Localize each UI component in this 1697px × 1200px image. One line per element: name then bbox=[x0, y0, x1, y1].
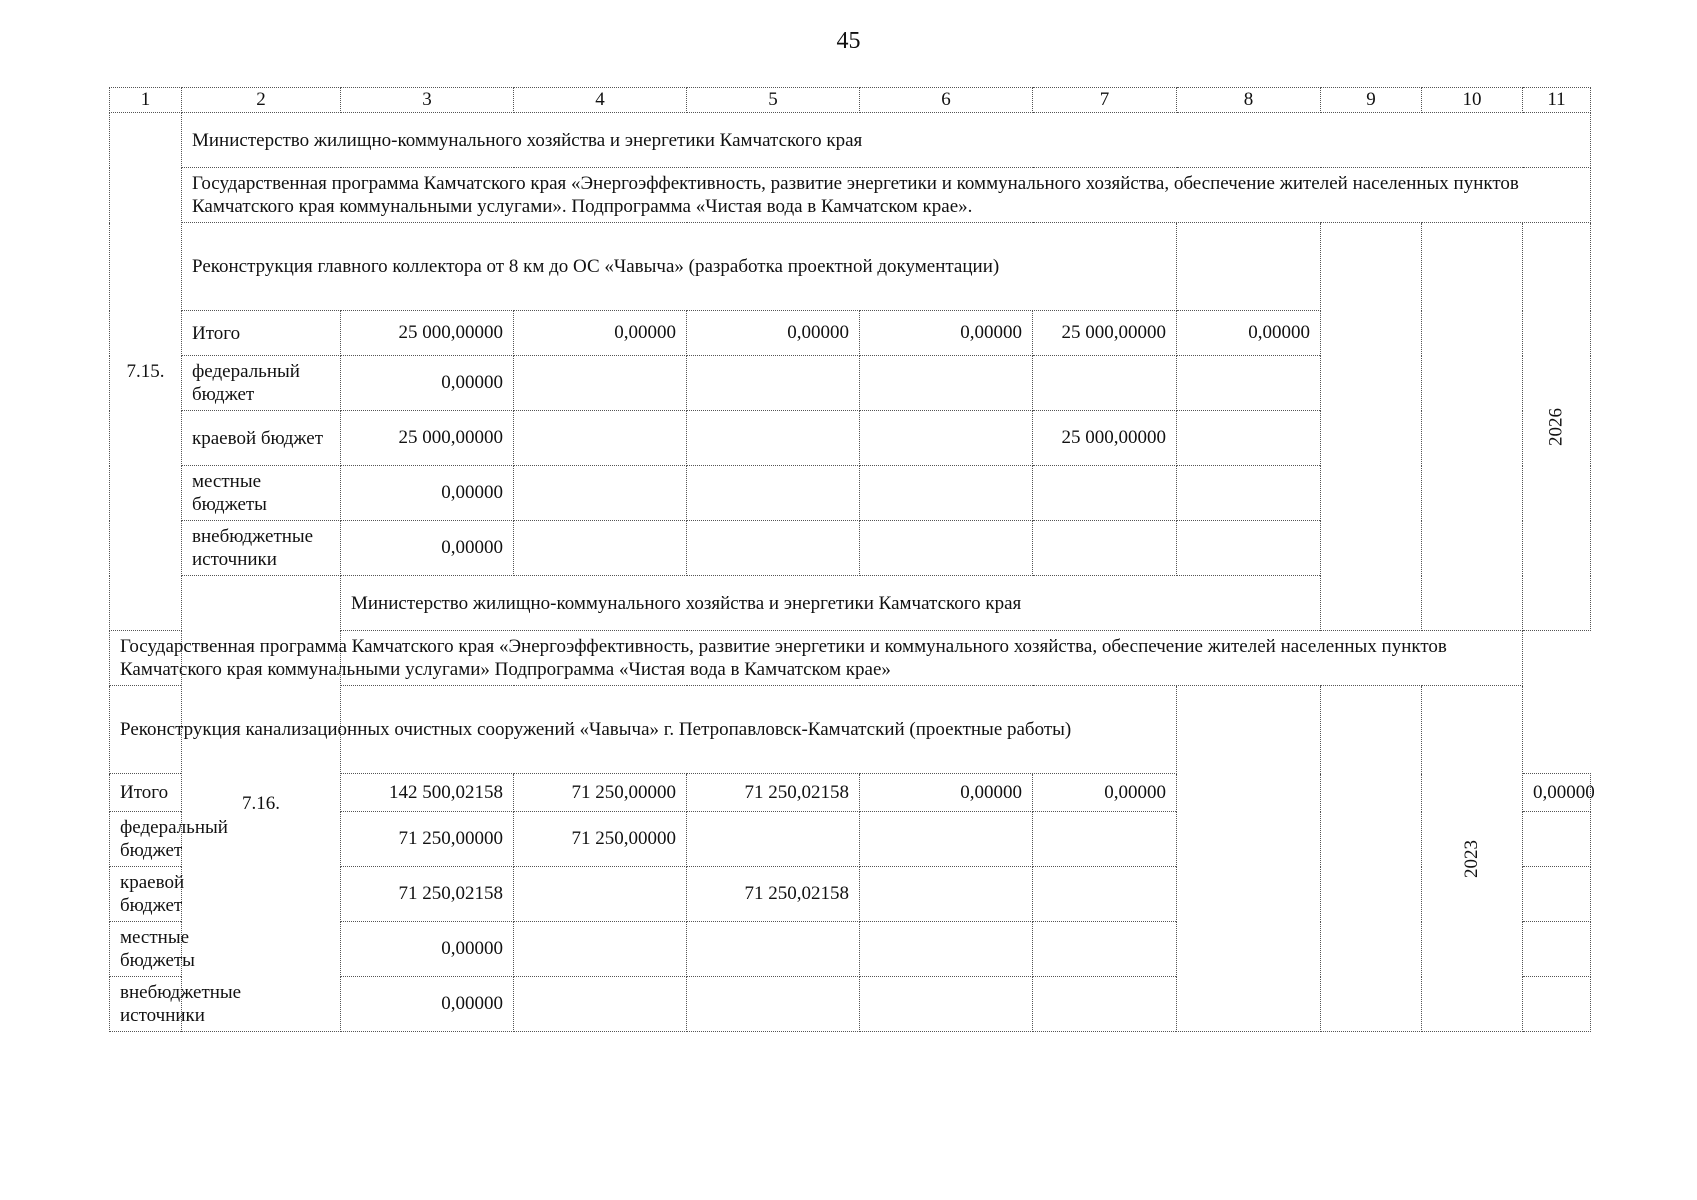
value-cell bbox=[860, 812, 1033, 867]
row-label: федеральный бюджет bbox=[110, 812, 182, 867]
row-label: Итого bbox=[110, 774, 182, 812]
value-cell: 0,00000 bbox=[341, 977, 514, 1032]
object-name: Реконструкция канализационных очистных сооружений «Чавыча» г. Петропавловск-Камчатский (проектные работы) bbox=[110, 686, 1177, 774]
value-cell bbox=[514, 867, 687, 922]
year-cell bbox=[1422, 686, 1523, 1032]
value-cell bbox=[860, 411, 1033, 466]
value-cell: 71 250,00000 bbox=[341, 812, 514, 867]
value-cell: 71 250,02158 bbox=[687, 867, 860, 922]
column-number: 2 bbox=[182, 88, 341, 113]
value-cell bbox=[687, 977, 860, 1032]
ministry-row bbox=[110, 576, 1591, 631]
value-cell bbox=[687, 922, 860, 977]
section-number: 7.15. bbox=[110, 113, 182, 631]
value-cell bbox=[1033, 922, 1177, 977]
column-number: 5 bbox=[687, 88, 860, 113]
value-cell: 25 000,00000 bbox=[341, 311, 514, 356]
value-cell bbox=[1523, 922, 1591, 977]
column-number: 3 bbox=[341, 88, 514, 113]
column-number: 1 bbox=[110, 88, 182, 113]
column-number: 7 bbox=[1033, 88, 1177, 113]
section-number: 7.16. bbox=[182, 576, 341, 1032]
value-cell bbox=[514, 466, 687, 521]
row-label: внебюджетные источники bbox=[182, 521, 341, 576]
value-cell bbox=[1523, 977, 1591, 1032]
value-cell bbox=[1177, 356, 1321, 411]
value-cell: 25 000,00000 bbox=[1033, 311, 1177, 356]
value-cell: 0,00000 bbox=[341, 922, 514, 977]
row-label: краевой бюджет bbox=[110, 867, 182, 922]
value-cell: 0,00000 bbox=[860, 774, 1033, 812]
column-number: 9 bbox=[1321, 88, 1422, 113]
value-cell: 71 250,00000 bbox=[514, 812, 687, 867]
value-cell bbox=[687, 812, 860, 867]
value-cell bbox=[860, 922, 1033, 977]
row-label: краевой бюджет bbox=[182, 411, 341, 466]
column-number-row bbox=[110, 88, 1591, 113]
value-cell: 0,00000 bbox=[341, 466, 514, 521]
value-cell bbox=[860, 356, 1033, 411]
value-cell: 25 000,00000 bbox=[341, 411, 514, 466]
value-cell bbox=[860, 521, 1033, 576]
value-cell bbox=[687, 521, 860, 576]
value-cell bbox=[860, 867, 1033, 922]
value-cell bbox=[860, 466, 1033, 521]
ministry-row bbox=[110, 113, 1591, 168]
empty-cell bbox=[1321, 223, 1422, 631]
value-cell: 0,00000 bbox=[687, 311, 860, 356]
value-cell bbox=[1033, 867, 1177, 922]
value-cell bbox=[514, 977, 687, 1032]
value-cell bbox=[514, 411, 687, 466]
value-cell bbox=[1523, 812, 1591, 867]
value-cell: 25 000,00000 bbox=[1033, 411, 1177, 466]
year-label: 2026 bbox=[1545, 407, 1567, 446]
value-cell bbox=[687, 411, 860, 466]
value-cell bbox=[514, 922, 687, 977]
value-cell bbox=[860, 977, 1033, 1032]
value-cell bbox=[1177, 521, 1321, 576]
value-cell bbox=[514, 521, 687, 576]
empty-cell bbox=[1177, 223, 1321, 311]
value-cell bbox=[1177, 411, 1321, 466]
value-cell: 71 250,02158 bbox=[341, 867, 514, 922]
value-cell bbox=[687, 356, 860, 411]
program-name: Государственная программа Камчатского края «Энергоэффективность, развитие энергетики и коммунального хозяйства, обеспечение жителей населенных пунктов Камчатского края коммунальными услугами» Подпрограмма «Чистая вода в Камчатском крае» bbox=[110, 631, 1523, 686]
program-row bbox=[110, 168, 1591, 223]
column-number: 6 bbox=[860, 88, 1033, 113]
year-label: 2023 bbox=[1461, 839, 1482, 878]
program-name: Государственная программа Камчатского края «Энергоэффективность, развитие энергетики и коммунального хозяйства, обеспечение жителей населенных пунктов Камчатского края коммунальными услугами». Подпрограмма «Чистая вода в Камчатском крае». bbox=[182, 168, 1591, 223]
row-label: Итого bbox=[182, 311, 341, 356]
row-label: внебюджетные источники bbox=[110, 977, 182, 1032]
column-number: 4 bbox=[514, 88, 687, 113]
row-label: местные бюджеты bbox=[182, 466, 341, 521]
empty-cell bbox=[1177, 686, 1321, 1032]
value-cell bbox=[1177, 466, 1321, 521]
ministry-name: Министерство жилищно-коммунального хозяйства и энергетики Камчатского края bbox=[182, 113, 1591, 168]
value-cell bbox=[687, 466, 860, 521]
value-cell: 0,00000 bbox=[514, 311, 687, 356]
program-row bbox=[110, 631, 1591, 686]
value-cell bbox=[1523, 867, 1591, 922]
empty-cell bbox=[1422, 223, 1523, 631]
budget-table bbox=[109, 87, 1595, 1032]
value-cell bbox=[1033, 521, 1177, 576]
value-cell bbox=[1033, 356, 1177, 411]
object-name: Реконструкция главного коллектора от 8 км до ОС «Чавыча» (разработка проектной документации) bbox=[182, 223, 1177, 311]
row-label: местные бюджеты bbox=[110, 922, 182, 977]
row-label: федеральный бюджет bbox=[182, 356, 341, 411]
value-cell bbox=[1033, 812, 1177, 867]
column-number: 8 bbox=[1177, 88, 1321, 113]
value-cell bbox=[1033, 977, 1177, 1032]
year-cell bbox=[1523, 223, 1591, 631]
value-cell: 0,00000 bbox=[860, 311, 1033, 356]
value-cell bbox=[514, 356, 687, 411]
page-number: 45 bbox=[836, 28, 861, 54]
value-cell: 0,00000 bbox=[1523, 774, 1591, 812]
column-number: 11 bbox=[1523, 88, 1591, 113]
value-cell: 0,00000 bbox=[1033, 774, 1177, 812]
value-cell: 71 250,00000 bbox=[514, 774, 687, 812]
value-cell: 0,00000 bbox=[1177, 311, 1321, 356]
value-cell: 71 250,02158 bbox=[687, 774, 860, 812]
empty-cell bbox=[1321, 686, 1422, 1032]
object-row bbox=[110, 686, 1591, 774]
object-row bbox=[110, 223, 1591, 311]
ministry-name: Министерство жилищно-коммунального хозяйства и энергетики Камчатского края bbox=[341, 576, 1591, 631]
value-cell bbox=[1033, 466, 1177, 521]
value-cell: 0,00000 bbox=[341, 356, 514, 411]
value-cell: 0,00000 bbox=[341, 521, 514, 576]
value-cell: 142 500,02158 bbox=[341, 774, 514, 812]
column-number: 10 bbox=[1422, 88, 1523, 113]
